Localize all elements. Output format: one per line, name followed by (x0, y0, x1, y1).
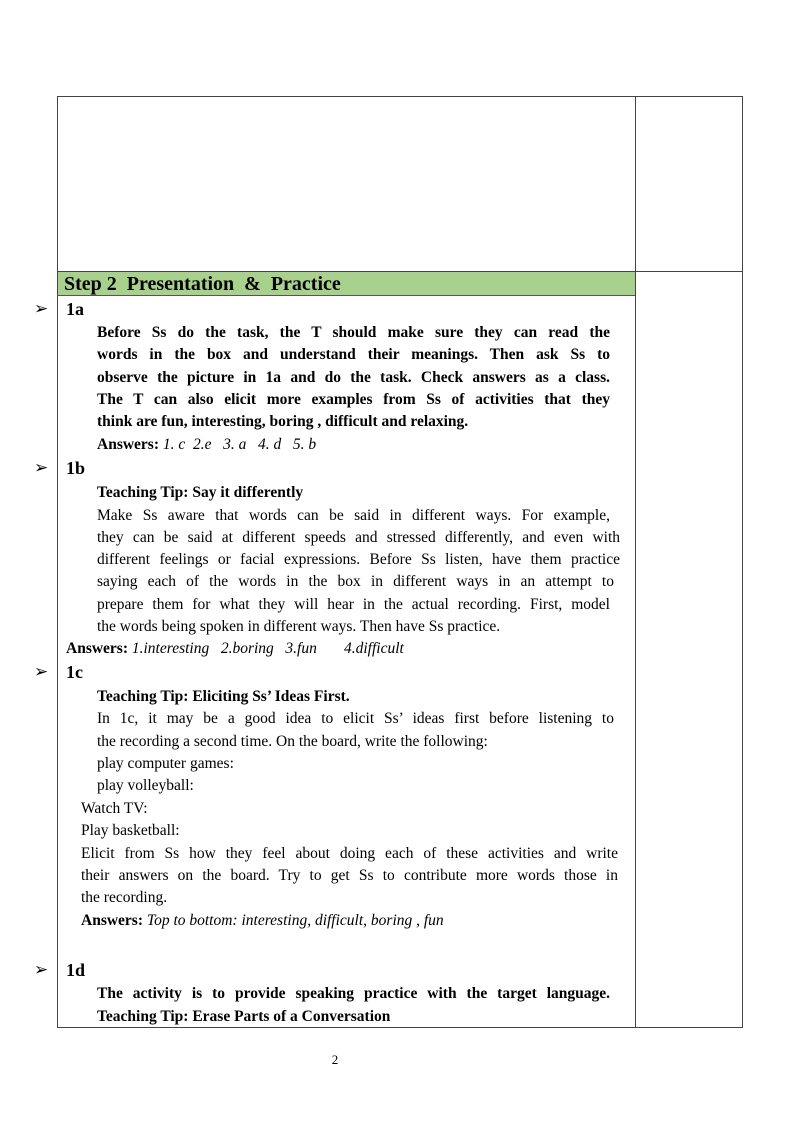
paragraph-line: observe the picture in 1a and do the task. Check answers as a class. (97, 369, 610, 386)
table-column-divider (635, 96, 636, 1028)
paragraph-line: Teaching Tip: Erase Parts of a Conversation (97, 1008, 391, 1025)
paragraph-line: words in the box and understand their meanings. Then ask Ss to (97, 346, 610, 363)
paragraph-line: they can be said at different speeds and stressed differently, and even with (97, 529, 620, 546)
section-label-1a: 1a (66, 299, 84, 319)
paragraph-line: Make Ss aware that words can be said in different ways. For example, (97, 507, 610, 524)
paragraph-line: Play basketball: (81, 822, 180, 839)
paragraph-line: Before Ss do the task, the T should make sure they can read the (97, 324, 610, 341)
bullet-arrow-icon: ➢ (34, 458, 49, 477)
paragraph-line: The T can also elicit more examples from Ss of activities that they (97, 391, 610, 408)
paragraph-line: the recording a second time. On the board, write the following: (97, 733, 488, 750)
paragraph-line: Watch TV: (81, 800, 148, 817)
paragraph-line: their answers on the board. Try to get Ss to contribute more words those in (81, 867, 618, 884)
bullet-arrow-icon: ➢ (34, 960, 49, 979)
bullet-arrow-icon: ➢ (34, 662, 49, 681)
section-label-1d: 1d (66, 960, 86, 980)
answers-value: 1.interesting 2.boring 3.fun 4.difficult (131, 640, 404, 657)
section-label-1c: 1c (66, 662, 83, 682)
paragraph-line: think are fun, interesting, boring , difficult and relaxing. (97, 413, 469, 430)
answers-value: 1. c 2.e 3. a 4. d 5. b (162, 436, 317, 453)
paragraph-line: different feelings or facial expressions. Before Ss listen, have them practice (97, 551, 620, 568)
teaching-tip-title: Teaching Tip: Say it differently (97, 484, 304, 501)
bullet-arrow-icon: ➢ (34, 299, 49, 318)
answers-1c (81, 910, 444, 932)
answers-label: Answers: (81, 912, 143, 929)
answers-1a (97, 434, 316, 456)
section-label-1b: 1b (66, 458, 86, 478)
paragraph-line: the recording. (81, 889, 168, 906)
answers-1b (66, 638, 404, 660)
step-header: Step 2 Presentation & Practice (58, 272, 635, 296)
answers-label: Answers: (66, 640, 128, 657)
paragraph-line: the words being spoken in different ways. Then have Ss practice. (97, 618, 501, 635)
answers-value: Top to bottom: interesting, difficult, boring , fun (146, 912, 444, 929)
paragraph-line: In 1c, it may be a good idea to elicit Ss’ ideas first before listening to (97, 710, 614, 727)
page-number: 2 (331, 1052, 339, 1067)
teaching-tip-title: Teaching Tip: Eliciting Ss’ Ideas First. (97, 688, 350, 705)
answers-label: Answers: (97, 436, 159, 453)
paragraph-line: play computer games: (97, 755, 234, 772)
paragraph-line: The activity is to provide speaking practice with the target language. (97, 985, 610, 1002)
paragraph-line: saying each of the words in the box in different ways in an attempt to (97, 573, 614, 590)
paragraph-line: Elicit from Ss how they feel about doing each of these activities and write (81, 845, 618, 862)
paragraph-line: play volleyball: (97, 777, 194, 794)
paragraph-line: prepare them for what they will hear in the actual recording. First, model (97, 596, 610, 613)
